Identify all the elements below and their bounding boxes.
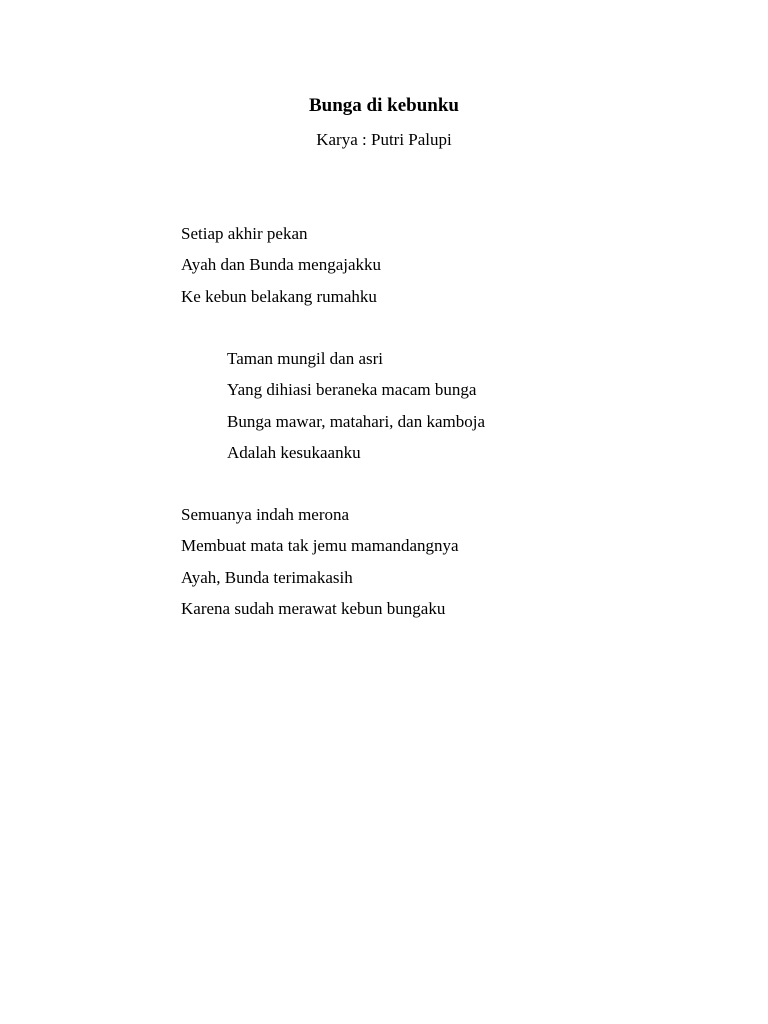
- stanza-2: [227, 343, 485, 468]
- poem-line: Ayah dan Bunda mengajakku: [181, 255, 382, 275]
- poem-line: Bunga mawar, matahari, dan kamboja: [227, 411, 486, 431]
- poem-line: Taman mungil dan asri: [227, 349, 384, 368]
- stanza-3: [181, 499, 459, 624]
- poem-line: Adalah kesukaanku: [227, 442, 361, 462]
- author-line: Karya : Putri Palupi: [316, 130, 452, 149]
- poem-line: Membuat mata tak jemu mamandangnya: [181, 536, 459, 556]
- poem-title: Bunga di kebunku: [309, 95, 459, 116]
- poem-line: Ke kebun belakang rumahku: [181, 286, 377, 306]
- poem-line: Ayah, Bunda terimakasih: [181, 567, 353, 587]
- poem-line: Yang dihiasi beraneka macam bunga: [227, 380, 477, 400]
- poem-line: Karena sudah merawat kebun bungaku: [181, 598, 446, 618]
- poem-line: Semuanya indah merona: [181, 505, 350, 524]
- stanza-1: [181, 218, 381, 312]
- poem-line: Setiap akhir pekan: [181, 224, 308, 243]
